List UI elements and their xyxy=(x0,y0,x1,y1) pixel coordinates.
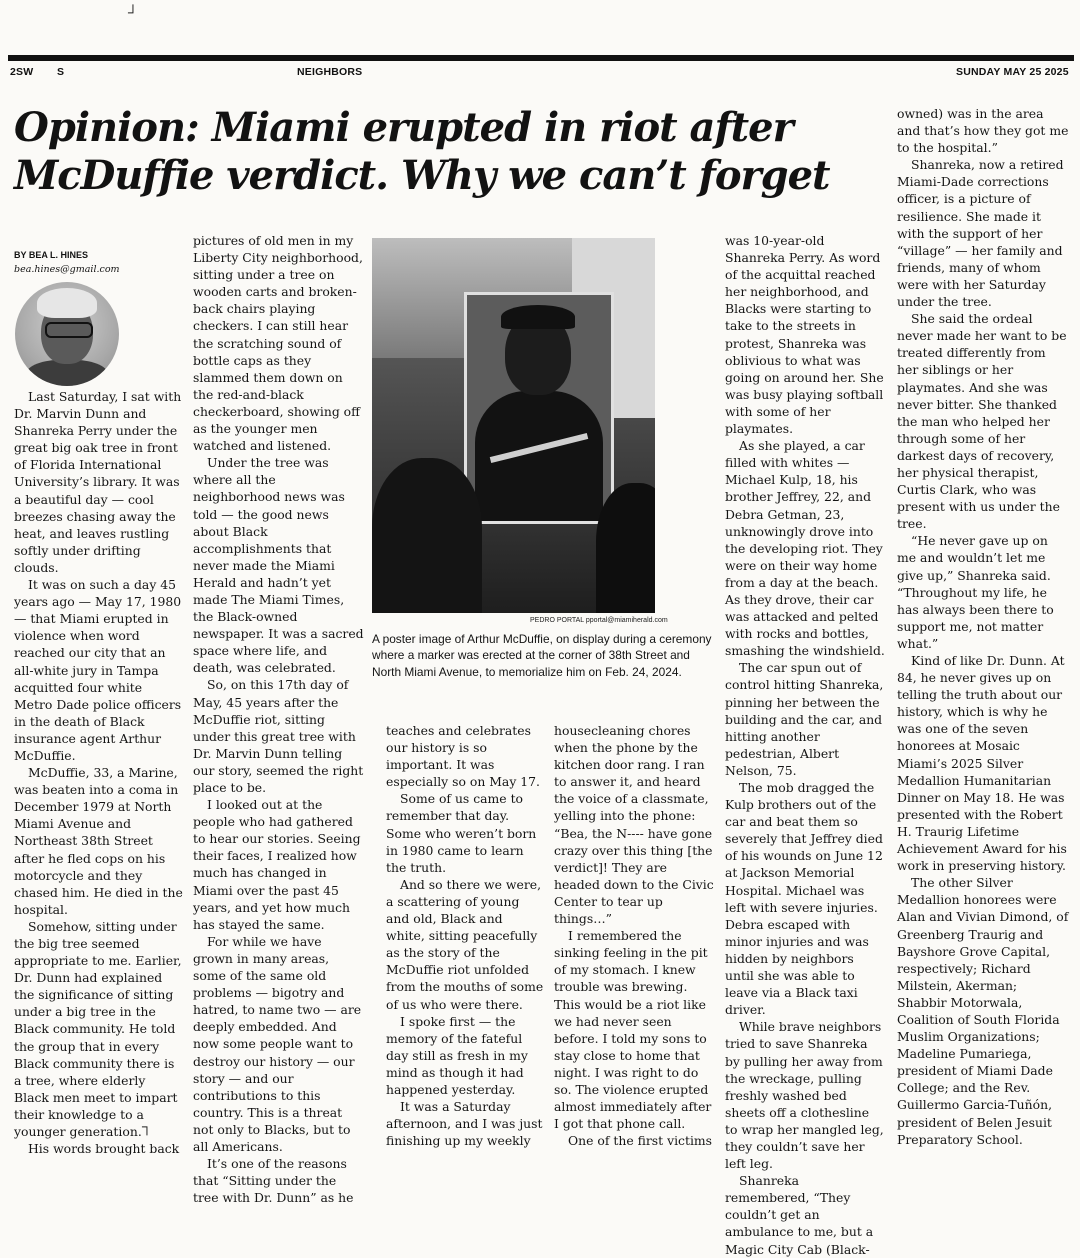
author-email: bea.hines@gmail.com xyxy=(14,264,120,275)
article-column-3 xyxy=(386,722,544,1149)
paragraph: owned) was in the area and that’s how they got me to the hospital.” xyxy=(897,106,1069,156)
byline: BY BEA L. HINES xyxy=(14,250,89,260)
photo-credit: PEDRO PORTAL pportal@miamiherald.com xyxy=(530,617,668,624)
paragraph: “He never gave up on me and wouldn’t let me give up,” Shanreka said. “Throughout my life, he has always been there to support me, not matter what.” xyxy=(897,533,1054,651)
paragraph: teaches and celebrates our history is so important. It was especially so on May 17. xyxy=(386,723,540,790)
article-column-2 xyxy=(193,232,365,1206)
paragraph: Somehow, sitting under the big tree seemed appropriate to me. Earlier, Dr. Dunn had explained the significance of sitting under a big tree in the Black community. He told the group that in every Black community there is a tree, where elderly Black men meet to impart their knowledge to a younger generation. xyxy=(14,918,182,1140)
photo-caption: A poster image of Arthur McDuffie, on display during a ceremony where a marker was erected at the corner of 38th Street and North Miami Avenue, to memorialize him on Feb. 24, 2024. xyxy=(372,632,712,679)
crop-mark-top: ┘ xyxy=(128,4,138,20)
paragraph: The car spun out of control hitting Shanreka, pinning her between the building and the car, and hitting another pedestrian, Albert Nelson, 75. xyxy=(725,660,884,778)
paragraph: Some of us came to remember that day. Some who weren’t born in 1980 came to learn the truth. xyxy=(386,791,537,875)
article-column-1 xyxy=(14,388,184,1157)
paragraph: I remembered the sinking feeling in the pit of my stomach. I knew trouble was brewing. This would be a riot like we had never seen before. I told my sons to stay close to home that night. I was right to do so. The violence erupted almost immediately after I got that phone call. xyxy=(554,928,712,1132)
paragraph: I looked out at the people who had gathered to hear our stories. Seeing their faces, I realized how much has changed in Miami over the past 45 years, and yet how much has stayed the same. xyxy=(193,797,361,932)
paragraph: While brave neighbors tried to save Shanreka by pulling her away from the wreckage, pulling freshly washed bed sheets off a clothesline to wrap her mangled leg, they couldn’t save her left leg. xyxy=(725,1019,884,1172)
paragraph: Under the tree was where all the neighborhood news was told — the good news about Black accomplishments that never made the Miami Herald and hadn’t yet made The Miami Times, the Black-owned newspaper. It was a sacred space where life, and death, was celebrated. xyxy=(193,455,364,676)
paragraph: housecleaning chores when the phone by the kitchen door rang. I ran to answer it, and heard the voice of a classmate, yelling into the phone: “Bea, the N---- have gone crazy over this thing [the verdict]! They are headed down to the Civic Center to tear up things…” xyxy=(554,723,714,927)
headline: Opinion: Miami erupted in riot after McDuffie verdict. Why we can’t forget xyxy=(14,104,830,199)
paragraph: So, on this 17th day of May, 45 years after the McDuffie riot, sitting under this great tree with Dr. Marvin Dunn telling our story, seemed the right place to be. xyxy=(193,677,364,795)
author-avatar xyxy=(15,282,119,386)
page-number: 2SW xyxy=(10,66,34,78)
paragraph: It’s one of the reasons that “Sitting under the tree with Dr. Dunn” as he xyxy=(193,1156,354,1206)
paragraph: It was on such a day 45 years ago — May 17, 1980 — that Miami erupted in violence when word reached our city that an all-white jury in Tampa acquitted four white Metro Dade police officers in the death of Black insurance agent Arthur McDuffie. xyxy=(14,577,182,763)
paragraph: The other Silver Medallion honorees were Alan and Vivian Dimond, of Greenberg Traurig and Bayshore Grove Capital, respectively; Richard Milstein, Akerman; Shabbir Motorwala, Coalition of South Florida Muslim Organizations; Madeline Pumariega, president of Miami Dade College; and the Rev. Guillermo Garcia-Tuñón, president of Belen Jesuit Preparatory School. xyxy=(897,875,1069,1147)
paragraph: As she played, a car filled with whites — Michael Kulp, 18, his brother Jeffrey, 22, and Debra Getman, 23, unknowingly drove into the developing riot. They were on their way home from a day at the beach. As they drove, their car was attacked and pelted with rocks and bottles, smashing the windshield. xyxy=(725,438,885,659)
paragraph: One of the first victims xyxy=(568,1133,713,1149)
paragraph: McDuffie, 33, a Marine, was beaten into a coma in December 1979 at North Miami Avenue and Northeast 38th Street after he fled cops on his motorcycle and they chased him. He died in the hospital. xyxy=(14,765,183,917)
paragraph: Shanreka, now a retired Miami-Dade corrections officer, is a picture of resilience. She made it with the support of her “village” — her family and friends, many of whom were with her Saturday under the tree. xyxy=(897,157,1064,310)
paragraph: Shanreka remembered, “They couldn’t get an ambulance to me, but a Magic City Cab (Black- xyxy=(725,1173,874,1257)
article-column-4 xyxy=(554,722,716,1149)
paragraph: And so there we were, a scattering of young and old, Black and white, sitting peacefully as the story of the McDuffie riot unfolded from the mouths of some of us who were there. xyxy=(386,876,544,1012)
paragraph: I spoke first — the memory of the fateful day still as fresh in my mind as though it had happened yesterday. xyxy=(386,1013,528,1097)
article-column-5 xyxy=(725,232,885,1258)
article-photo xyxy=(372,238,655,613)
section-name: NEIGHBORS xyxy=(297,66,363,78)
article-column-6 xyxy=(897,105,1069,1148)
paragraph: It was a Saturday afternoon, and I was just finishing up my weekly xyxy=(386,1099,543,1149)
paragraph: pictures of old men in my Liberty City neighborhood, sitting under a tree on wooden carts and broken-back chairs playing checkers. I can still hear the scratching sound of bottle caps as they slammed them down on the red-and-black checkerboard, showing off as the younger men watched and listened. xyxy=(193,233,363,454)
mcduffie-poster xyxy=(464,292,614,524)
paragraph: The mob dragged the Kulp brothers out of the car and beat them so severely that Jeffrey died of his wounds on June 12 at Jackson Memorial Hospital. Michael was left with severe injuries. Debra escaped with minor injuries and was hidden by neighbors until she was able to leave via a Black taxi driver. xyxy=(725,780,883,1018)
section-code: S xyxy=(57,66,65,78)
paragraph: For while we have grown in many areas, some of the same old problems — bigotry and hatred, to name two — are deeply embedded. And now some people want to destroy our history — our story — and our contributions to this country. This is a threat not only to Blacks, but to all Americans. xyxy=(193,933,362,1154)
paragraph: She said the ordeal never made her want to be treated differently from her siblings or her playmates. And she was never bitter. She thanked the man who helped her through some of her darkest days of recovery, her physical therapist, Curtis Clark, who was present with us under the tree. xyxy=(897,311,1067,532)
paragraph: His words brought back xyxy=(28,1141,180,1157)
crop-mark-bottom: ┐ xyxy=(142,1118,152,1134)
issue-date: SUNDAY MAY 25 2025 xyxy=(956,66,1069,78)
paragraph: was 10-year-old Shanreka Perry. As word of the acquittal reached her neighborhood, and Blacks were starting to take to the streets in protest, Shanreka was oblivious to what was going on around her. She was busy playing softball with some of her playmates. xyxy=(725,233,884,437)
paragraph: Kind of like Dr. Dunn. At 84, he never gives up on telling the truth about our history, which is why he was one of the seven honorees at Mosaic Miami’s 2025 Silver Medallion Humanitarian Dinner on May 18. He was presented with the Robert H. Traurig Lifetime Achievement Award for his work in preserving history. xyxy=(897,653,1067,874)
paragraph: Last Saturday, I sat with Dr. Marvin Dunn and Shanreka Perry under the great big oak tree in front of Florida International University’s library. It was a beautiful day — cool breezes chasing away the heat, and leaves rustling softly under drifting clouds. xyxy=(14,389,182,575)
top-rule xyxy=(8,55,1074,61)
